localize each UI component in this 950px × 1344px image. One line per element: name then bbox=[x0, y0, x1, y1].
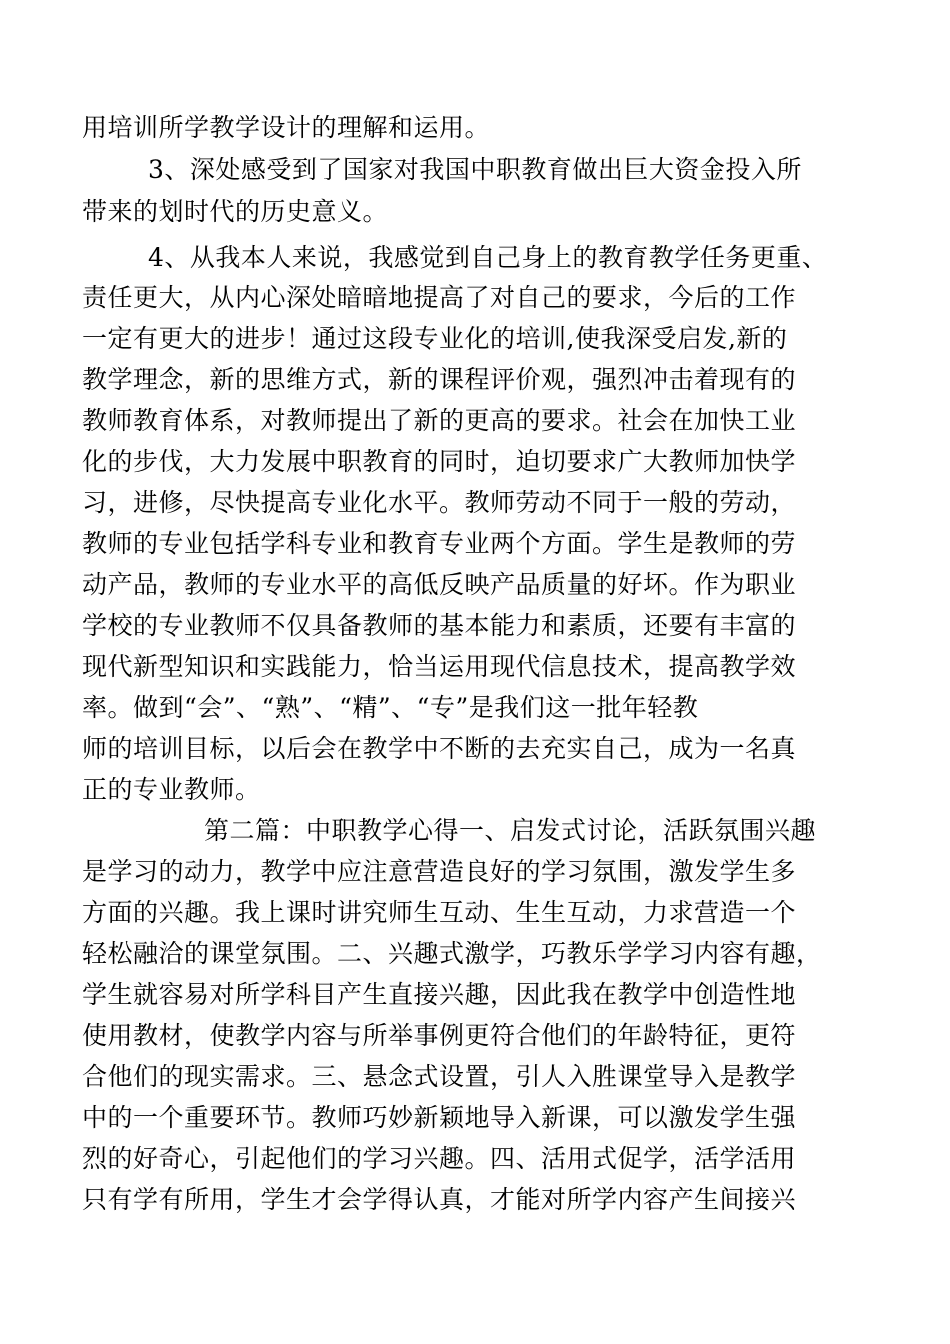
text-line: 使用教材，使教学内容与所举事例更符合他们的年龄特征，更符 bbox=[82, 1021, 797, 1050]
text-line: 方面的兴趣。我上课时讲究师生互动、生生互动，力求营造一个 bbox=[82, 898, 797, 927]
text-line: 轻松融洽的课堂氛围。二、兴趣式激学，巧教乐学学习内容有趣， bbox=[82, 939, 822, 968]
text-line: 现代新型知识和实践能力，恰当运用现代信息技术，提高教学效 bbox=[82, 652, 797, 681]
text-line: 教师教育体系，对教师提出了新的更高的要求。社会在加快工业 bbox=[82, 406, 797, 435]
text-line: 一定有更大的进步！通过这段专业化的培训,使我深受启发,新的 bbox=[82, 324, 788, 353]
text-line: 4、从我本人来说，我感觉到自己身上的教育教学任务更重、 bbox=[148, 243, 828, 272]
text-line: 正的专业教师。 bbox=[82, 775, 261, 804]
text-line: 是学习的动力，教学中应注意营造良好的学习氛围，激发学生多 bbox=[82, 857, 797, 886]
text-line: 带来的划时代的历史意义。 bbox=[82, 197, 389, 226]
text-line: 教学理念，新的思维方式，新的课程评价观，强烈冲击着现有的 bbox=[82, 365, 797, 394]
section-heading-line: 第二篇：中职教学心得一、启发式讨论，活跃氛围兴趣 bbox=[204, 816, 817, 845]
text-line: 烈的好奇心，引起他们的学习兴趣。四、活用式促学，活学活用 bbox=[82, 1144, 797, 1173]
text-line: 习，进修，尽快提高专业化水平。教师劳动不同于一般的劳动， bbox=[82, 488, 797, 517]
text-line: 3、深处感受到了国家对我国中职教育做出巨大资金投入所 bbox=[148, 155, 802, 184]
text-line: 动产品，教师的专业水平的高低反映产品质量的好坏。作为职业 bbox=[82, 570, 797, 599]
text-line: 师的培训目标，以后会在教学中不断的去充实自己，成为一名真 bbox=[82, 734, 797, 763]
text-line: 合他们的现实需求。三、悬念式设置，引人入胜课堂导入是教学 bbox=[82, 1062, 797, 1091]
text-line: 学生就容易对所学科目产生直接兴趣，因此我在教学中创造性地 bbox=[82, 980, 797, 1009]
text-line: 化的步伐，大力发展中职教育的同时，迫切要求广大教师加快学 bbox=[82, 447, 797, 476]
text-line: 只有学有所用，学生才会学得认真，才能对所学内容产生间接兴 bbox=[82, 1185, 797, 1214]
text-line: 用培训所学教学设计的理解和运用。 bbox=[82, 113, 491, 142]
text-line: 教师的专业包括学科专业和教育专业两个方面。学生是教师的劳 bbox=[82, 529, 797, 558]
text-line: 率。做到“会”、“熟”、“精”、“专”是我们这一批年轻教 bbox=[82, 693, 699, 722]
text-line: 责任更大，从内心深处暗暗地提高了对自己的要求，今后的工作 bbox=[82, 283, 797, 312]
text-line: 中的一个重要环节。教师巧妙新颖地导入新课，可以激发学生强 bbox=[82, 1103, 797, 1132]
text-line: 学校的专业教师不仅具备教师的基本能力和素质，还要有丰富的 bbox=[82, 611, 797, 640]
